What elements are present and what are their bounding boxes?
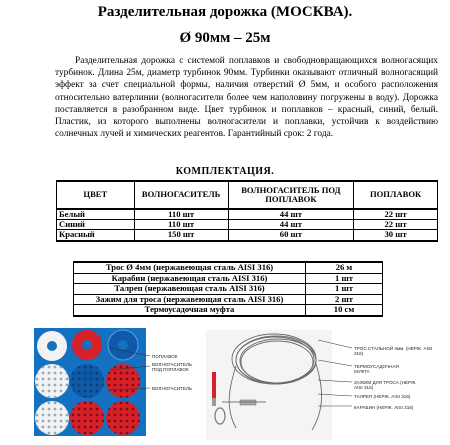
table-row xyxy=(74,305,383,316)
description-paragraph xyxy=(55,55,438,140)
float-red xyxy=(72,330,102,360)
damper-red-2 xyxy=(106,401,140,435)
table-cell: Карабин (нержавеющая сталь AISI 316) xyxy=(74,273,306,284)
table-row xyxy=(74,284,383,295)
label-cable: ТРОС СТАЛЬНОЙ 4мм. (НЕРЖ. AISI 316) xyxy=(354,346,433,356)
table-row xyxy=(74,294,383,305)
table-cell: Белый xyxy=(57,209,135,220)
label-float: ПОПЛАВОК xyxy=(152,354,178,359)
damper-under-float-white xyxy=(35,364,69,398)
label-damper-under-float: ВОЛНОГАСИТЕЛЬ ПОД ПОПЛАВОК xyxy=(152,362,192,372)
table-cell: 2 шт xyxy=(306,294,383,305)
label-clamp: ЗАЖИМ ДЛЯ ТРОСА (НЕРЖ. AISI 316) xyxy=(354,380,417,390)
table-cell: 44 шт xyxy=(228,209,354,220)
column-header: ЦВЕТ xyxy=(57,181,135,209)
table-cell: 110 шт xyxy=(134,220,228,230)
table-cell: 30 шт xyxy=(354,230,438,241)
table-header-row xyxy=(57,181,438,209)
table-cell: 26 м xyxy=(306,262,383,273)
accessories-table xyxy=(73,261,383,317)
cable-pointer-lines xyxy=(318,336,354,416)
page-subtitle: Ø 90мм – 25м xyxy=(179,30,271,46)
table-cell: Трос Ø 4мм (нержавеющая сталь AISI 316) xyxy=(74,262,306,273)
damper-red xyxy=(70,401,104,435)
table-cell: 22 шт xyxy=(354,220,438,230)
table-row xyxy=(57,220,438,230)
table-cell: Термоусадочная муфта xyxy=(74,305,306,316)
label-heat-shrink: ТЕРМОУСАДОЧНАЯ МУФТА xyxy=(354,364,399,374)
table-cell: 60 шт xyxy=(228,230,354,241)
turnbuckle xyxy=(222,400,266,405)
carabiner xyxy=(215,408,225,424)
cable-illustration xyxy=(206,330,332,440)
table-row xyxy=(74,273,383,284)
page-title: Разделительная дорожка (МОСКВА). xyxy=(97,4,353,20)
damper-under-float-blue xyxy=(70,364,104,398)
float-white xyxy=(37,331,67,361)
description-text: Разделительная дорожка с системой поплавков и свободновращающихся волногасящих турбинок. Длина 25м, диаметр турбинок 90мм. Турбинки оказывают отличный волногасящий эффект за счет специальной формы, наличия отверстий Ø 5мм, и особого расположения относительно ватерлинии (волногасители более чем наполовину погружены в воду). Дорожка поставляется в разобранном виде. Цвет турбинок и поплавков – красный, синий, белый. Пластик, из которого выполнены волногасители и поплавки, устойчив к воздействию солнечных лучей и химических реагентов. Гарантийный срок: 2 года. xyxy=(55,56,438,140)
table-cell: 1 шт xyxy=(306,284,383,295)
table-cell: 150 шт xyxy=(134,230,228,241)
table-row xyxy=(74,262,383,273)
table-row xyxy=(57,209,438,220)
table-cell: 10 см xyxy=(306,305,383,316)
column-header: ВОЛНОГАСИТЕЛЬ xyxy=(134,181,228,209)
column-header: ВОЛНОГАСИТЕЛЬ ПОД ПОПЛАВОК xyxy=(228,181,354,209)
table-row xyxy=(57,230,438,241)
table-cell: 110 шт xyxy=(134,209,228,220)
cable-photo xyxy=(206,330,332,440)
table-cell: 22 шт xyxy=(354,209,438,220)
table-cell: Красный xyxy=(57,230,135,241)
cable-coil xyxy=(232,334,316,384)
components-table xyxy=(56,180,438,242)
label-damper: ВОЛНОГАСИТЕЛЬ xyxy=(152,386,192,391)
label-turnbuckle: ТАЛРЕП (НЕРЖ. AISI 316) xyxy=(354,394,411,399)
table-cell: Талреп (нержавеющая сталь AISI 316) xyxy=(74,284,306,295)
damper-white xyxy=(35,401,69,435)
table-cell: Синий xyxy=(57,220,135,230)
cable-clamp xyxy=(212,398,216,406)
table-cell: Зажим для троса (нержавеющая сталь AISI 316) xyxy=(74,294,306,305)
heat-shrink-sleeve xyxy=(212,372,216,398)
table-cell: 1 шт xyxy=(306,273,383,284)
section-title: КОМПЛЕКТАЦИЯ. xyxy=(175,166,275,177)
table-cell: 44 шт xyxy=(228,220,354,230)
column-header: ПОПЛАВОК xyxy=(354,181,438,209)
label-carabiner: КАРАБИН (НЕРЖ. AISI 316) xyxy=(354,405,414,410)
floats-pointer-lines xyxy=(110,340,152,400)
